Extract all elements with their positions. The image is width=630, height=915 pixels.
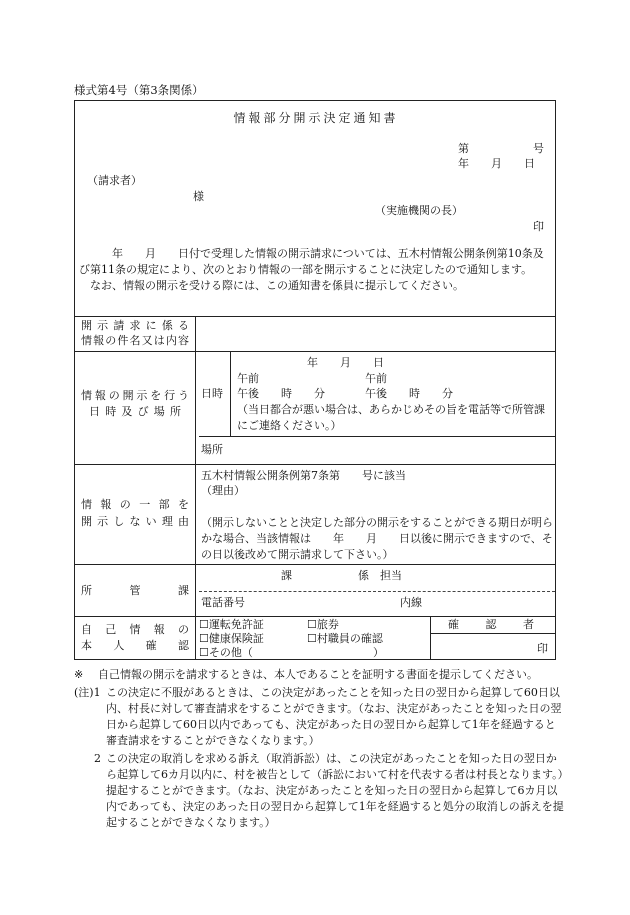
kome-mark: ※ (74, 668, 84, 681)
divider (199, 436, 555, 437)
divider (75, 564, 555, 565)
honorific-sama: 様 (193, 190, 204, 203)
notice-form (74, 100, 556, 660)
divider (75, 464, 555, 465)
datetime-note: （当日都合が悪い場合は、あらかじめその旨を電話等で所管課にご連絡ください。） (237, 403, 545, 432)
divider (75, 351, 555, 352)
divider (75, 316, 555, 317)
am-label-1: 午前 (237, 372, 259, 385)
subject-label-1: 開示請求に係る (81, 319, 189, 332)
confirmer-seal: 印 (537, 642, 548, 655)
schedule-label-2: 日時及び場所 (89, 405, 181, 418)
dashed-divider (199, 591, 555, 592)
kome-note: ※ 自己情報の開示を請求するときは、本人であることを証明する書面を提示してください。 (74, 668, 538, 681)
confirmer-label: 確認者 (448, 618, 534, 631)
form-number-label: 様式第4号（第3条関係） (74, 83, 204, 97)
document-number: 第 号 (458, 142, 544, 155)
checkbox-icon[interactable]: ☐ (199, 646, 209, 659)
id-label-1: 自己情報の (81, 623, 189, 636)
notice-body (79, 246, 553, 294)
dept-label: 所管課 (81, 584, 189, 597)
extension-label: 内線 (400, 596, 422, 609)
reason-label-2: 開示しない理由 (81, 515, 189, 528)
column-divider (430, 616, 431, 659)
note-2: 2 この決定の取消しを求める訴え（取消訴訟）は、この決定があったことを知った日の翌日から起算して6カ月以内に、村を被告として（訴訟において村を代表する者は村長となります。）提起することができます。（なお、決定があったことを知った日の翌日から起算して6カ月以内であっても、決定のあった日の翌日から起算して1年を経過すると処分の取消しの訴えを提起することができなくなります。） (94, 752, 564, 829)
reason-note: （開示しないことと決定した部分の開示をすることができる期日が明らかな場合、当該情報は 年 月 日以後に開示できますので、その日以後改めて開示請求して下さい。） (201, 516, 553, 561)
column-divider (195, 316, 196, 659)
reason-label-1: 情報の一部を (81, 498, 189, 511)
id-label-2: 本人確認 (81, 639, 189, 652)
checkbox-icon[interactable]: ☐ (307, 618, 317, 631)
id-option-staff[interactable]: ☐村職員の確認 (307, 632, 383, 645)
notice-paragraph-2: なお、情報の開示を受ける際には、この通知書を係員に提示してください。 (79, 279, 464, 292)
am-label-2: 午前 (365, 372, 387, 385)
dept-line: 課 係 担当 (281, 569, 402, 582)
schedule-label-1: 情報の開示を行う (81, 389, 189, 402)
pm-time-1: 午後 時 分 (237, 387, 325, 400)
column-divider (230, 351, 231, 436)
agency-head-label: （実施機関の長） (375, 204, 463, 217)
requester-label: （請求者） (87, 174, 142, 187)
datetime-label: 日時 (201, 387, 223, 400)
id-option-other-close: ） (373, 646, 384, 659)
reason-ordinance-line: 五木村情報公開条例第7条第 号に該当 (201, 469, 406, 482)
datetime-date: 年 月 日 (307, 356, 384, 369)
checkbox-icon[interactable]: ☐ (199, 618, 209, 631)
divider (430, 633, 555, 634)
checkbox-icon[interactable]: ☐ (307, 632, 317, 645)
notice-paragraph-1: 年 月 日付で受理した情報の開示請求については、五木村情報公開条例第10条及び第11条の規定により、次のとおり情報の一部を開示することに決定したので通知します。 (79, 247, 544, 276)
phone-label: 電話番号 (201, 596, 245, 609)
seal-mark: 印 (533, 220, 544, 233)
id-option-license[interactable]: ☐運転免許証 (199, 618, 264, 631)
id-option-insurance[interactable]: ☐健康保険証 (199, 632, 264, 645)
reason-heading: （理由） (201, 484, 245, 497)
place-label: 場所 (201, 443, 223, 456)
note-2-number: 2 (94, 752, 101, 765)
document-date: 年 月 日 (458, 157, 535, 170)
subject-label-2: 情報の件名又は内容 (81, 334, 189, 347)
note-1: (注)1 この決定に不服があるときは、この決定があったことを知った日の翌日から起算して60日以内、村長に対して審査請求をすることができます。（なお、決定があったことを知った日の翌日から起算して60日以内であっても、決定があった日の翌日から起算して1年を経過すると審査請求をすることができなくなります。） (74, 686, 562, 747)
note-prefix: (注)1 (74, 686, 101, 699)
notes-section (74, 667, 564, 831)
document-title: 情報部分開示決定通知書 (233, 111, 399, 125)
id-option-passport[interactable]: ☐旅券 (307, 618, 339, 631)
pm-time-2: 午後 時 分 (365, 387, 453, 400)
checkbox-icon[interactable]: ☐ (199, 632, 209, 645)
id-option-other[interactable]: ☐その他（ (199, 646, 253, 659)
